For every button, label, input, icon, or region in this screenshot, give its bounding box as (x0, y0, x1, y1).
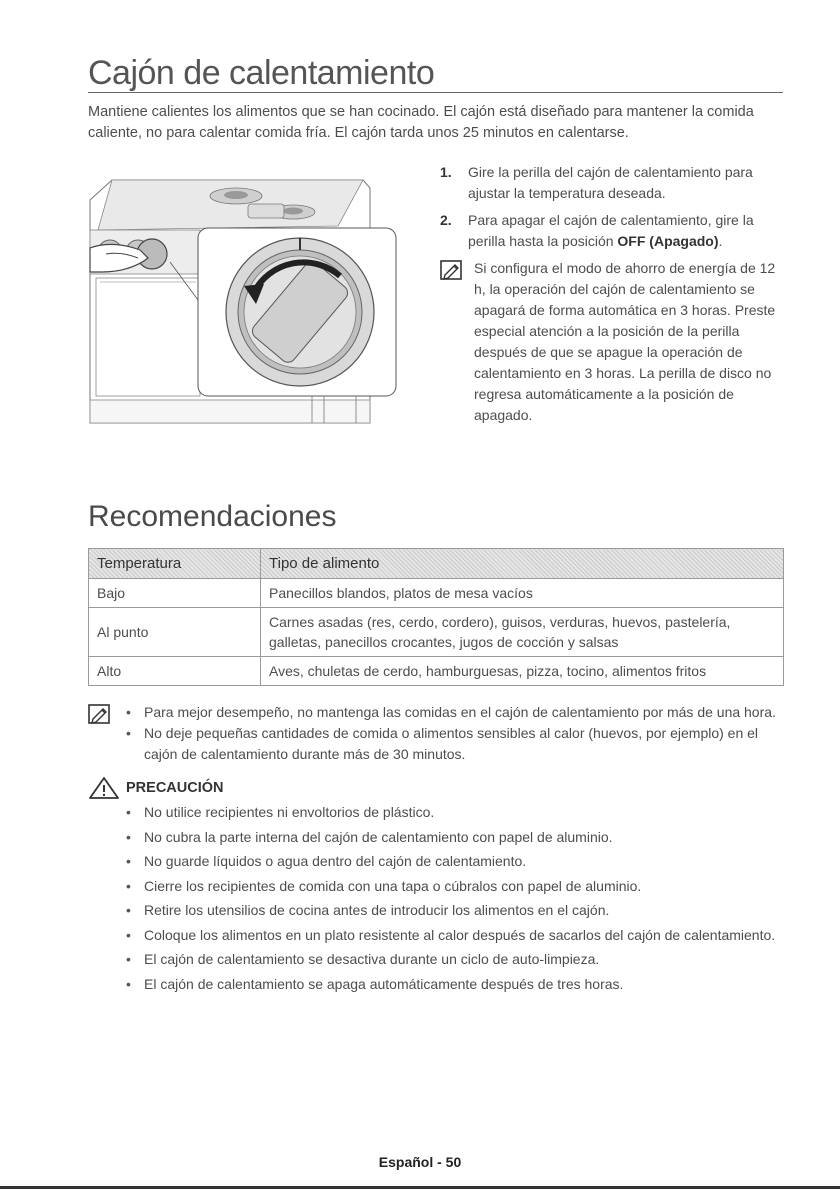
list-item: • El cajón de calentamiento se apaga automáticamente después de tres horas. (126, 972, 788, 997)
intro-paragraph: Mantiene calientes los alimentos que se han cocinado. El cajón está diseñado para mantener la comida caliente, no para calentar comida fría. El cajón tarda unos 25 minutos en calentarse. (88, 104, 754, 141)
step-text-part: Para apagar el cajón de calentamiento, gire la perilla hasta la posición (468, 212, 754, 249)
note-text: Si configura el modo de ahorro de energía de 12 h, la operación del cajón de calentamiento se apagará de forma automática en 3 horas. Preste especial atención a la posición de la perilla después de que se apague la operación de calentamiento en 3 horas. La perilla de disco no regresa automáticamente a la posición de apagado. (474, 260, 776, 423)
caution-title: PRECAUCIÓN (126, 779, 224, 796)
title-underline (88, 92, 783, 93)
note-pencil-icon (440, 260, 464, 282)
table-row (89, 579, 784, 608)
step-text: Gire la perilla del cajón de calentamiento para ajustar la temperatura deseada. (468, 164, 753, 201)
step-1 (440, 162, 790, 204)
step-2 (440, 210, 790, 252)
food-type-cell: Carnes asadas (res, cerdo, cordero), guisos, verduras, huevos, pastelería, galletas, panecillos crocantes, jugos de cocción y salsas (261, 608, 784, 657)
note-pencil-icon (88, 704, 112, 726)
list-item: • Retire los utensilios de cocina antes de introducir los alimentos en el cajón. (126, 898, 788, 923)
caution-triangle-icon (88, 776, 120, 800)
energy-saving-note (440, 258, 790, 426)
list-item: • Cierre los recipientes de comida con una tapa o cúbralos con papel de aluminio. (126, 874, 788, 899)
steps-section (440, 162, 790, 426)
list-item: • No cubra la parte interna del cajón de calentamiento con papel de aluminio. (126, 825, 788, 850)
tips-list (126, 702, 788, 765)
list-item: • Para mejor desempeño, no mantenga las comidas en el cajón de calentamiento por más de una hora. (126, 702, 788, 723)
step-text-part: . (718, 233, 723, 249)
step-number: 2. (440, 212, 452, 228)
table-header-row (89, 549, 784, 579)
page-title: Cajón de calentamiento (88, 54, 435, 92)
list-item: • No guarde líquidos o agua dentro del cajón de calentamiento. (126, 849, 788, 874)
list-item: • No deje pequeñas cantidades de comida o alimentos sensibles al calor (huevos, por ejemplo) en el cajón de calentamiento durante más de 30 minutos. (126, 723, 788, 765)
column-header-temperature: Temperatura (89, 549, 261, 579)
food-type-cell: Aves, chuletas de cerdo, hamburguesas, pizza, tocino, alimentos fritos (261, 657, 784, 686)
table-row (89, 657, 784, 686)
caution-list (126, 800, 788, 996)
caution-section (88, 776, 788, 996)
step-text (468, 210, 790, 252)
step-number: 1. (440, 164, 452, 180)
list-item: • No utilice recipientes ni envoltorios de plástico. (126, 800, 788, 825)
list-item: • El cajón de calentamiento se desactiva durante un ciclo de auto-limpieza. (126, 947, 788, 972)
off-position-label: OFF (Apagado) (617, 233, 719, 249)
column-header-food-type: Tipo de alimento (261, 549, 784, 579)
warming-drawer-knob-illustration (88, 168, 428, 428)
tips-section (88, 702, 788, 765)
temperature-table (88, 548, 784, 686)
section-title-recommendations: Recomendaciones (88, 500, 337, 533)
food-type-cell: Panecillos blandos, platos de mesa vacíos (261, 579, 784, 608)
temperature-cell: Al punto (89, 608, 261, 657)
temperature-cell: Alto (89, 657, 261, 686)
list-item: • Coloque los alimentos en un plato resistente al calor después de sacarlos del cajón de calentamiento. (126, 923, 788, 948)
page-footer: Español - 50 (378, 1154, 462, 1170)
table-row (89, 608, 784, 657)
temperature-cell: Bajo (89, 579, 261, 608)
bottom-rule (0, 1186, 840, 1189)
